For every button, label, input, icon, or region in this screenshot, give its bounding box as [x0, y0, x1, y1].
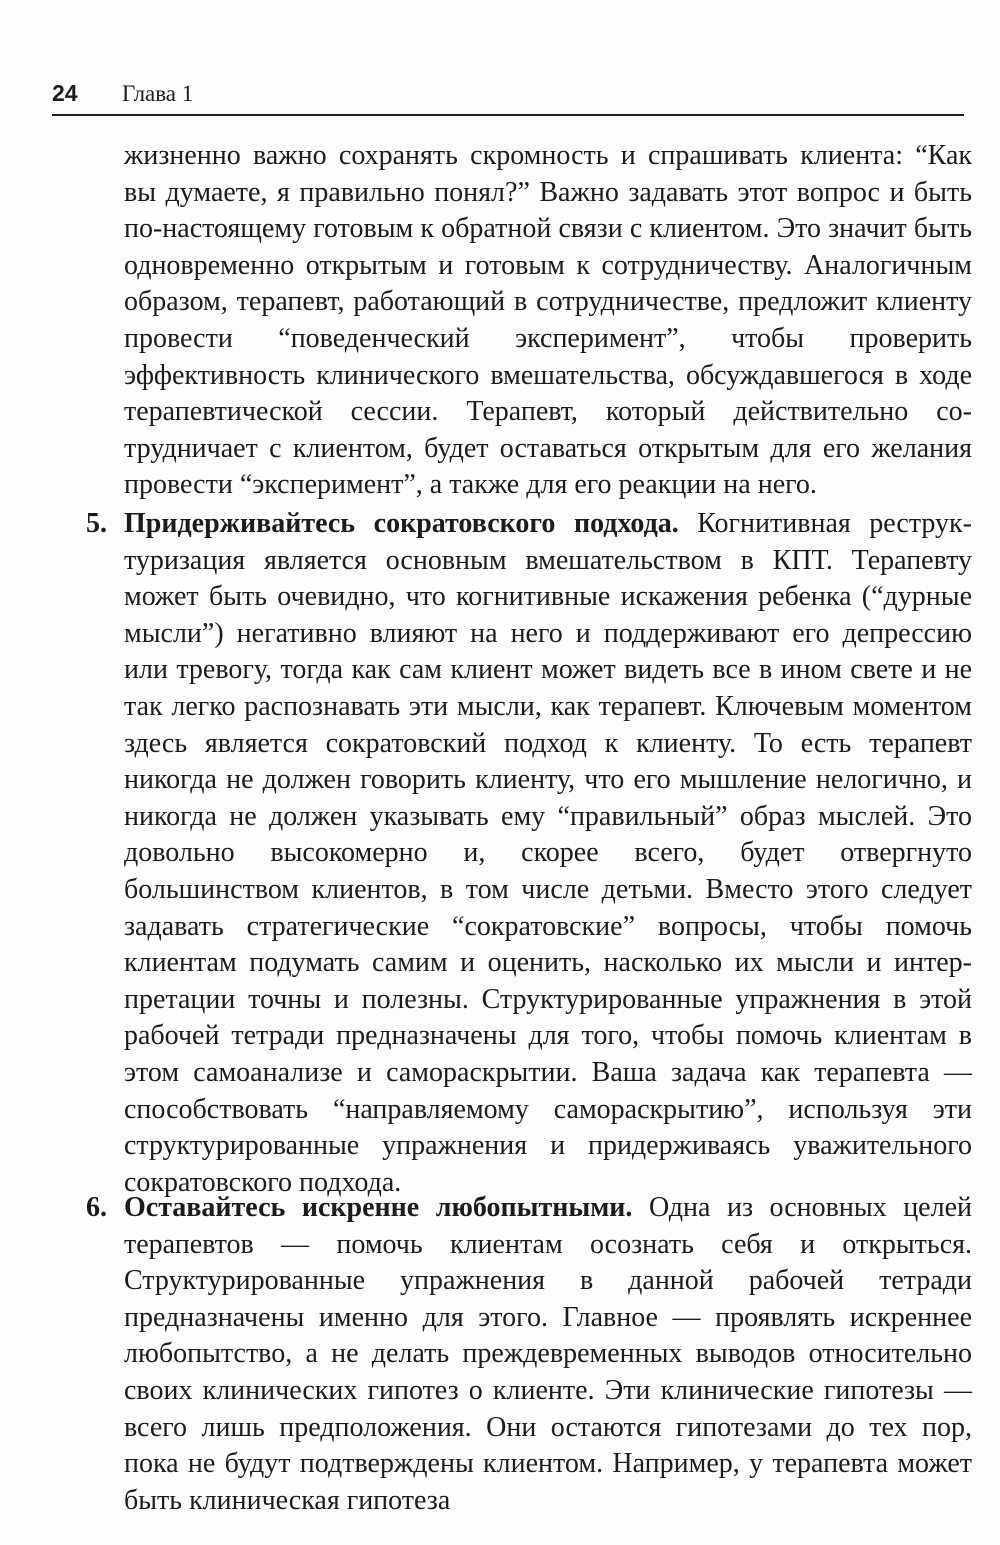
page-number: 24 — [52, 80, 78, 106]
list-item-lead: Придерживайтесь сократовского подхода. — [124, 508, 679, 539]
running-header — [52, 80, 964, 116]
list-item-body — [124, 506, 972, 1201]
list-item-number: 6. — [86, 1192, 107, 1223]
header-divider — [52, 114, 964, 116]
continued-paragraph: жизненно важно сохранять скромность и спрашивать клиента: “Как вы думаете, я правильно понял?” Важно задавать этот вопрос и быть по-настоящему готовым к обратной связи с клиентом. Это значит быть одновременно открытым и готовым к сотрудничеству. Аналогичным образом, терапевт, работающий в сотрудничестве, предложит клиенту провести “поведенческий эксперимент”, чтобы проверить эффективность клинического вмешательства, обсуждавшегося в ходе терапевтической сессии. Терапевт, который действительно сотрудничает с клиентом, будет оставаться открытым для его желания провести “эксперимент”, а также для его реакции на него. — [124, 140, 972, 501]
list-item-number: 5. — [86, 508, 107, 539]
list-item-lead: Оставайтесь искренне любопытными. — [124, 1192, 633, 1223]
list-item-body — [124, 1190, 972, 1519]
list-item-text: Одна из основных целей терапевтов — помочь клиентам осознать себя и открыться. Структурированные упражнения в данной рабочей тетради предназначены именно для этого. Главное — проявлять искреннее любопытство, а не делать преждевременных выводов относительно своих клинических гипотез о клиенте. Эти клинические гипотезы — всего лишь предположения. Они остаются гипотезами до тех пор, пока не будут подтверждены клиентом. Например, у терапевта может быть клиническая гипотеза — [124, 1192, 972, 1516]
chapter-title: Глава 1 — [122, 81, 194, 106]
list-item-text: Когнитивная реструктуризация является основным вмешательством в КПТ. Терапевту может быть очевидно, что когнитивные искажения ребенка (“дурные мысли”) негативно влияют на него и поддерживают его депрессию или тревогу, тогда как сам клиент может видеть все в ином свете и не так легко распознавать эти мысли, как терапевт. Ключевым моментом здесь является сократовский подход к клиенту. То есть терапевт никогда не должен говорить клиенту, что его мышление нелогично, и никогда не должен указывать ему “правильный” образ мыслей. Это довольно высокомерно и, скорее всего, будет отвергнуто большинством клиентов, в том числе детьми. Вместо этого следует задавать стратегические “сократовские” вопросы, чтобы помочь клиентам подумать самим и оценить, насколько их мысли и интерпретации точны и полезны. Структурированные упражнения в этой рабочей тетради предназначены для того, чтобы помочь клиентам в этом самоанализе и самораскрытии. Ваша задача как терапевта — способствовать “направляемому самораскрытию”, используя эти структурированные упражнения и придерживаясь уважительного сократовского подхода. — [124, 508, 972, 1198]
